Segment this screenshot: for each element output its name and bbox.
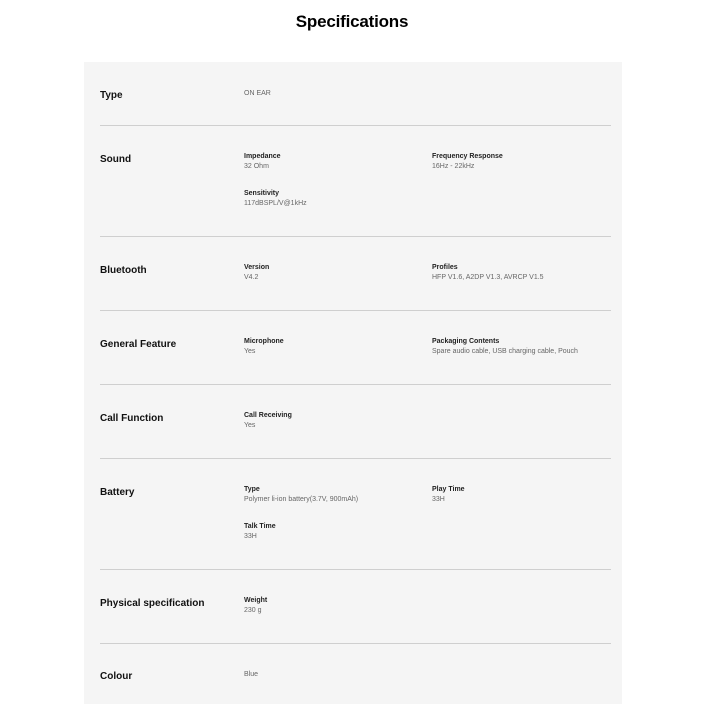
- spec-item-impedance: [244, 152, 424, 172]
- spec-value-colour: Blue: [244, 671, 259, 678]
- spec-label: Impedance: [244, 153, 281, 160]
- spec-category-call-function: Call Function: [100, 413, 164, 424]
- spec-value: 33H: [432, 496, 445, 503]
- spec-category-colour: Colour: [100, 671, 133, 682]
- spec-label: Talk Time: [244, 523, 276, 530]
- spec-label: Profiles: [432, 264, 458, 271]
- page-title: Specifications: [295, 12, 409, 31]
- spec-item-frequency-response: [432, 152, 612, 172]
- spec-label: Version: [244, 264, 270, 271]
- spec-value-type: ON EAR: [244, 90, 271, 97]
- spec-item-call-receiving: [244, 411, 424, 431]
- spec-label: Microphone: [244, 338, 284, 345]
- spec-category-general-feature: General Feature: [100, 339, 177, 350]
- spec-item-packaging-contents: [432, 337, 612, 357]
- spec-value: 16Hz - 22kHz: [432, 163, 475, 170]
- spec-row-colour: [100, 644, 611, 704]
- spec-row-physical-specification: [100, 570, 611, 644]
- spec-label: Sensitivity: [244, 190, 280, 197]
- spec-item-sensitivity: [244, 189, 424, 209]
- spec-category-physical-specification: Physical specification: [100, 598, 205, 609]
- spec-label: Type: [244, 486, 260, 493]
- spec-label: Packaging Contents: [432, 338, 500, 345]
- spec-item-play-time: [432, 485, 612, 505]
- spec-value: Polymer li-ion battery(3.7V, 900mAh): [244, 496, 359, 503]
- spec-label: Frequency Response: [432, 153, 503, 160]
- spec-row-general-feature: [100, 311, 611, 385]
- spec-item-weight: [244, 596, 424, 616]
- spec-value: HFP V1.6, A2DP V1.3, AVRCP V1.5: [432, 274, 544, 281]
- spec-label: Play Time: [432, 486, 465, 493]
- spec-value: Yes: [244, 422, 256, 429]
- spec-label: Call Receiving: [244, 412, 292, 419]
- spec-value: 33H: [244, 533, 257, 540]
- spec-row-bluetooth: [100, 237, 611, 311]
- spec-row-call-function: [100, 385, 611, 459]
- specifications-panel: [84, 62, 622, 704]
- spec-item-profiles: [432, 263, 612, 283]
- spec-value: V4.2: [244, 274, 259, 281]
- spec-value: 230 g: [244, 607, 262, 614]
- spec-item-talk-time: [244, 522, 424, 542]
- spec-value: Yes: [244, 348, 256, 355]
- spec-label: Weight: [244, 597, 268, 604]
- spec-row-sound: [100, 126, 611, 237]
- spec-row-type: [100, 62, 611, 126]
- spec-category-type: Type: [100, 90, 123, 101]
- spec-category-bluetooth: Bluetooth: [100, 265, 147, 276]
- spec-value: 32 Ohm: [244, 163, 269, 170]
- spec-value: 117dBSPL/V@1kHz: [244, 200, 307, 207]
- spec-category-battery: Battery: [100, 487, 135, 498]
- spec-category-sound: Sound: [100, 154, 132, 165]
- spec-value: Spare audio cable, USB charging cable, Pouch: [432, 348, 578, 355]
- spec-item-version: [244, 263, 424, 283]
- spec-item-battery-type: [244, 485, 424, 505]
- spec-row-battery: [100, 459, 611, 570]
- spec-item-microphone: [244, 337, 424, 357]
